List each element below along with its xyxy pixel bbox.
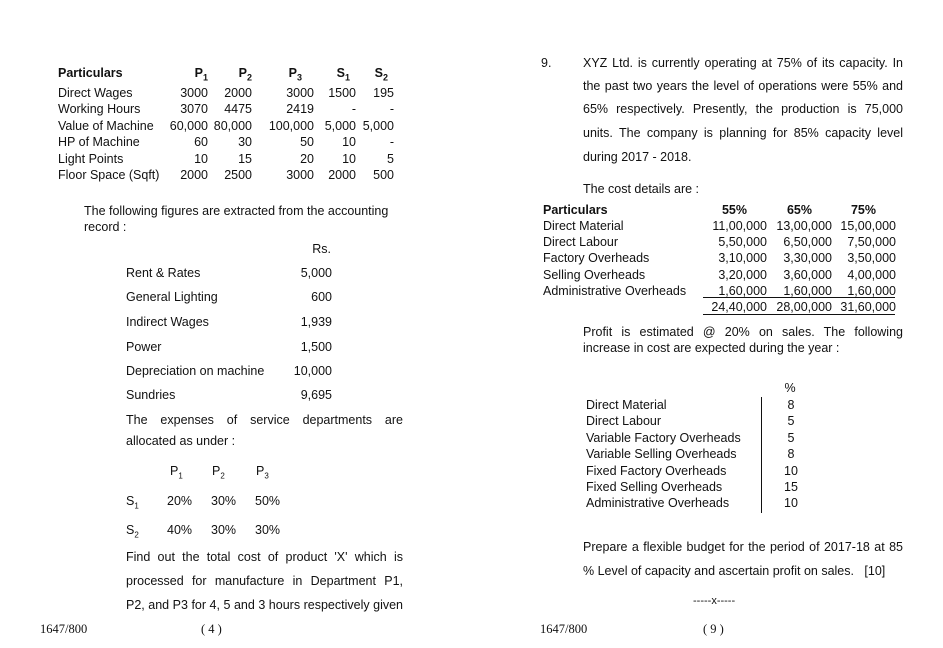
rs-label: Rs.	[312, 242, 331, 256]
left-page-number: ( 4 )	[201, 622, 222, 636]
table-row-label: Working Hours	[58, 102, 141, 117]
alloc-row-s2-p3: 30%	[255, 523, 281, 537]
increase-header-percent: %	[784, 381, 796, 395]
cost-header-75: 75%	[850, 203, 876, 217]
alloc-header-p1: $P_1$	[170, 464, 183, 481]
expense-label: General Lighting	[126, 290, 218, 304]
cost-cell: 15,00,000	[840, 219, 896, 233]
alloc-header-p2: $P_2$	[212, 464, 225, 481]
question-line-5: during 2017 - 2018.	[583, 150, 692, 164]
expense-label: Power	[126, 340, 162, 354]
table-row-label: Direct Wages	[58, 86, 133, 100]
expense-label: Depreciation on machine	[126, 364, 265, 378]
cost-cell: 4,00,000	[847, 267, 896, 282]
table-row-label: HP of Machine	[58, 135, 140, 150]
table-header-s2: $S_2$	[374, 66, 388, 83]
increase-value: 8	[787, 398, 795, 412]
cost-cell: 1,60,000	[718, 283, 767, 298]
cost-row-label: Factory Overheads	[543, 251, 650, 266]
table-cell: 500	[373, 168, 394, 182]
alloc-row-s2-p2: 30%	[211, 523, 237, 537]
cost-intro: The cost details are :	[583, 182, 700, 196]
table-row-label: Floor Space (Sqft)	[58, 168, 160, 182]
expense-value: 10,000	[293, 364, 332, 378]
increase-value: 8	[787, 447, 795, 462]
table-cell: 100,000	[268, 118, 314, 133]
question-line-1: XYZ Ltd. is currently operating at 75% of its capacity. In	[583, 56, 903, 70]
cost-total-65: 28,00,000	[776, 300, 832, 314]
table-cell: 1500	[328, 86, 356, 100]
find-line-2: processed for manufacture in Department P1,	[126, 574, 403, 588]
table-cell: 2419	[286, 102, 314, 117]
find-line-3: P2, and P3 for 4, 5 and 3 hours respectively given	[126, 598, 403, 612]
table-cell: -	[351, 102, 356, 117]
cost-cell: 3,60,000	[783, 267, 832, 282]
table-cell: 2000	[180, 168, 208, 182]
cost-header-particulars: Particulars	[543, 203, 608, 217]
increase-label: Fixed Factory Overheads	[586, 463, 727, 478]
alloc-row-s1-p3: 50%	[255, 494, 281, 508]
increase-value: 5	[787, 430, 795, 445]
right-footer-code: 1647/800	[540, 622, 588, 636]
table-cell: 10	[342, 135, 356, 150]
question-number: 9.	[541, 56, 552, 70]
table-cell: 2000	[224, 86, 252, 100]
increase-label: Direct Material	[586, 398, 667, 412]
increase-value: 10	[784, 463, 798, 478]
alloc-header-p3: $P_3$	[256, 464, 269, 481]
cost-cell: 3,50,000	[847, 251, 896, 266]
left-footer-code: 1647/800	[40, 622, 88, 636]
table-cell: 80,000	[213, 118, 252, 133]
intro-text: The following figures are extracted from the accounting record :	[84, 204, 389, 234]
cost-cell: 13,00,000	[776, 219, 832, 233]
table-row-label: Value of Machine	[58, 118, 154, 133]
table-cell: 4475	[224, 102, 252, 117]
increase-value: 10	[784, 496, 798, 511]
expense-value: 1,939	[300, 315, 332, 329]
expense-label: Indirect Wages	[126, 315, 209, 329]
table-cell: -	[389, 135, 394, 150]
expense-label: Rent & Rates	[126, 266, 201, 280]
cost-subtotal-rule	[703, 297, 895, 298]
table-cell: 10	[342, 151, 356, 166]
increase-label: Fixed Selling Overheads	[586, 480, 723, 494]
alloc-row-s2-p1: 40%	[167, 523, 193, 537]
alloc-row-s1-p2: 30%	[211, 494, 237, 508]
table-cell: 60,000	[169, 118, 208, 133]
cost-cell: 1,60,000	[783, 283, 832, 298]
alloc-row-s1-label: $S_1$	[126, 494, 139, 511]
expense-value: 9,695	[300, 388, 332, 402]
question-line-4: units. The company is planning for 85% capacity level	[583, 126, 903, 140]
right-page-number: ( 9 )	[703, 622, 724, 636]
expense-label: Sundries	[126, 388, 176, 402]
table-cell: 20	[300, 151, 314, 166]
cost-cell: 3,30,000	[783, 251, 832, 266]
cost-header-65: 65%	[786, 203, 812, 217]
table-cell: 195	[373, 86, 394, 100]
table-header-p3: $P_3$	[288, 66, 302, 83]
table-cell: 30	[238, 135, 252, 150]
cost-total-rule	[703, 314, 895, 315]
expense-value: 1,500	[300, 340, 332, 354]
table-row-label: Light Points	[58, 151, 124, 166]
table-header-p1: $P_1$	[194, 66, 208, 83]
table-cell: 50	[300, 135, 314, 150]
table-cell: 2000	[328, 168, 356, 182]
table-cell: 3070	[180, 102, 208, 117]
cost-cell: 5,50,000	[718, 235, 767, 250]
end-mark: -----x-----	[693, 595, 736, 607]
cost-row-label: Selling Overheads	[543, 267, 646, 282]
cost-cell: 1,60,000	[847, 283, 896, 298]
cost-total-75: 31,60,000	[840, 300, 896, 314]
table-header-s1: $S_1$	[336, 66, 350, 83]
table-header-particulars: Particulars	[58, 66, 123, 80]
alloc-text-line-2: allocated as under :	[126, 434, 236, 448]
increase-label: Variable Selling Overheads	[586, 447, 737, 462]
table-cell: 5	[387, 151, 394, 166]
increase-label: Direct Labour	[586, 414, 662, 429]
prepare-line-2: % Level of capacity and ascertain profit on sales. [10]	[583, 564, 886, 578]
question-line-3: 65% respectively. Presently, the production is 75,000	[583, 102, 903, 116]
table-cell: -	[389, 102, 394, 117]
cost-total-55: 24,40,000	[711, 300, 767, 314]
cost-cell: 3,10,000	[718, 251, 767, 266]
prepare-line-1: Prepare a flexible budget for the period of 2017-18 at 85	[583, 540, 903, 554]
increase-value: 15	[784, 480, 798, 494]
expense-value: 600	[311, 290, 332, 304]
alloc-row-s2-label: $S_2$	[126, 523, 139, 540]
table-cell: 10	[194, 151, 208, 166]
profit-line-2: increase in cost are expected during the year :	[583, 341, 840, 355]
find-line-1: Find out the total cost of product 'X' which is	[126, 550, 403, 564]
table-cell: 3000	[180, 86, 208, 100]
table-cell: 2500	[224, 168, 252, 182]
increase-divider	[761, 397, 762, 513]
profit-line-1: Profit is estimated @ 20% on sales. The following	[583, 325, 903, 339]
question-line-2: the past two years the level of operations were 55% and	[583, 79, 903, 93]
table-cell: 5,000	[324, 118, 356, 133]
cost-cell: 6,50,000	[783, 235, 832, 250]
cost-row-label: Direct Material	[543, 219, 624, 233]
alloc-text-line-1: The expenses of service departments are	[126, 413, 403, 427]
increase-label: Administrative Overheads	[586, 496, 730, 511]
table-header-p2: $P_2$	[238, 66, 252, 83]
alloc-row-s1-p1: 20%	[167, 494, 193, 508]
cost-cell: 11,00,000	[712, 219, 767, 233]
cost-row-label: Administrative Overheads	[543, 283, 687, 298]
increase-label: Variable Factory Overheads	[586, 430, 741, 445]
cost-cell: 7,50,000	[847, 235, 896, 250]
cost-header-55: 55%	[721, 203, 747, 217]
table-cell: 15	[238, 151, 252, 166]
increase-value: 5	[787, 414, 795, 429]
table-cell: 5,000	[362, 118, 394, 133]
table-cell: 3000	[286, 86, 314, 100]
expense-value: 5,000	[300, 266, 332, 280]
cost-row-label: Direct Labour	[543, 235, 619, 250]
cost-cell: 3,20,000	[718, 267, 767, 282]
table-cell: 3000	[286, 168, 314, 182]
table-cell: 60	[194, 135, 208, 150]
